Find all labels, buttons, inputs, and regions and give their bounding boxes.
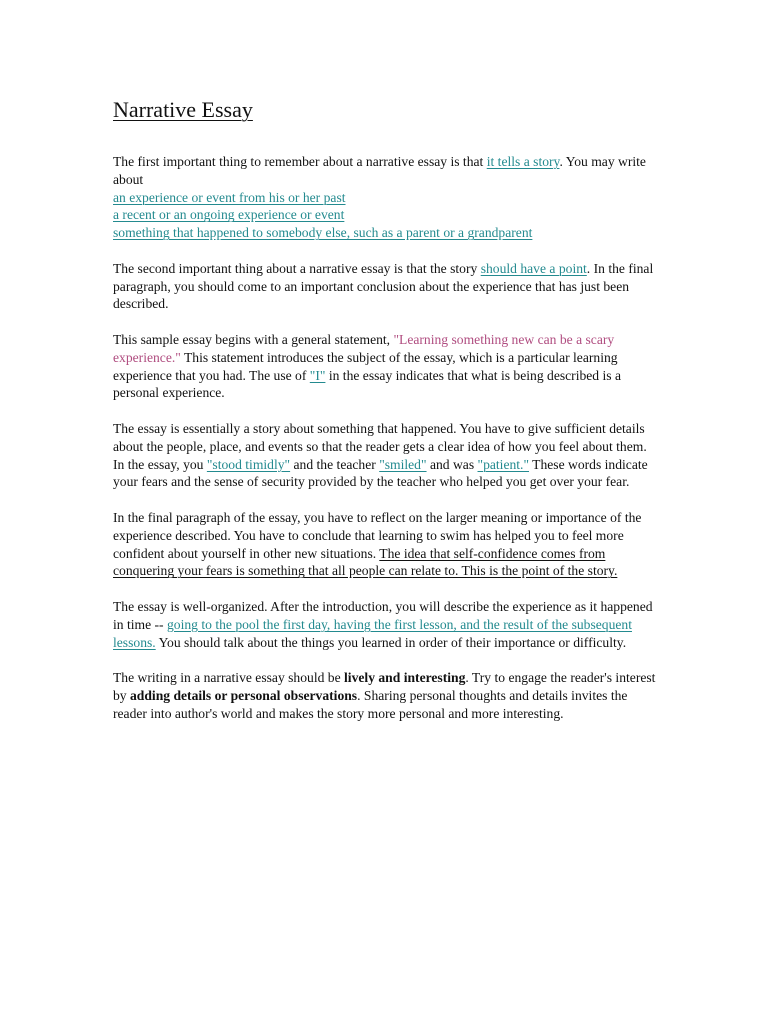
link-stood-timidly[interactable]: "stood timidly" bbox=[206, 456, 291, 472]
underlined-point-of-story: The idea that self-confidence comes from conquering your fears is something that all people can relate to. This is the point of the story. bbox=[113, 545, 618, 579]
paragraph-6-text-1: The essay is well-organized. After the introduction, you will describe the experience as it happened in time -- bbox=[113, 598, 653, 632]
paragraph-7-text-3: . Sharing personal thoughts and details invites the reader into author's world and makes the story more personal and more interesting. bbox=[113, 687, 628, 721]
link-should-have-a-point[interactable]: should have a point bbox=[480, 260, 587, 276]
paragraph-3-text-1: This sample essay begins with a general statement, bbox=[113, 331, 394, 347]
list-item-link-2[interactable]: a recent or an ongoing experience or event bbox=[113, 207, 345, 223]
paragraph-2-text-1: The second important thing about a narrative essay is that the story bbox=[113, 260, 481, 276]
paragraph-6-text-2: You should talk about the things you learned in order of their importance or difficulty. bbox=[155, 634, 627, 650]
paragraph-5-text-1: In the final paragraph of the essay, you have to reflect on the larger meaning or importance of the experience described. You have to conclude that learning to swim has helped you to feel more confident about yourself in other new situations. bbox=[113, 509, 642, 561]
list-item-link-1[interactable]: an experience or event from his or her past bbox=[113, 189, 346, 205]
paragraph-3-text-3: in the essay indicates that what is being described is a personal experience. bbox=[113, 367, 622, 401]
document-page bbox=[113, 96, 658, 740]
paragraph-5 bbox=[113, 509, 658, 580]
paragraph-1 bbox=[113, 153, 658, 242]
paragraph-2-text-2: . In the final paragraph, you should come to an important conclusion about the experience that has just been described. bbox=[113, 260, 654, 312]
paragraph-4-text-4: These words indicate your fears and the sense of security provided by the teacher who helped you get over your fear. bbox=[113, 456, 648, 490]
link-going-to-the-pool[interactable]: going to the pool the first day, having the first lesson, and the result of the subsequent lessons. bbox=[113, 616, 632, 650]
link-smiled[interactable]: "smiled" bbox=[379, 456, 427, 472]
paragraph-2 bbox=[113, 260, 658, 313]
paragraph-3-text-2: This statement introduces the subject of the essay, which is a particular learning experience that you had. The use of bbox=[113, 349, 618, 383]
document-title: Narrative Essay bbox=[113, 97, 253, 122]
paragraph-4-text-1: The essay is essentially a story about something that happened. You have to give sufficient details about the people, place, and events so that the reader gets a clear idea of how you feel about them. In the essay, you bbox=[113, 420, 647, 472]
paragraph-4-text-2: and the teacher bbox=[290, 456, 380, 472]
bold-lively-and-interesting: lively and interesting bbox=[344, 670, 466, 686]
paragraph-1-text-1: The first important thing to remember about a narrative essay is that bbox=[113, 154, 487, 169]
link-it-tells-a-story[interactable]: it tells a story bbox=[486, 154, 560, 169]
paragraph-4-text-3: and was bbox=[426, 456, 478, 472]
link-patient[interactable]: "patient." bbox=[477, 456, 530, 472]
list-item-link-3[interactable]: something that happened to somebody else, such as a parent or a grandparent bbox=[113, 225, 533, 241]
paragraph-6 bbox=[113, 598, 658, 651]
paragraph-7-text-2: . Try to engage the reader's interest by bbox=[113, 670, 656, 703]
paragraph-4 bbox=[113, 420, 658, 491]
bold-adding-details: adding details or personal observations bbox=[130, 687, 358, 703]
quote-learning-something-new: "Learning something new can be a scary experience." bbox=[113, 331, 615, 365]
paragraph-7-text-1: The writing in a narrative essay should be bbox=[113, 670, 345, 686]
paragraph-1-text-2: . You may write about bbox=[113, 154, 646, 187]
link-i[interactable]: "I" bbox=[309, 367, 326, 383]
paragraph-7 bbox=[113, 669, 658, 722]
paragraph-3 bbox=[113, 331, 658, 402]
